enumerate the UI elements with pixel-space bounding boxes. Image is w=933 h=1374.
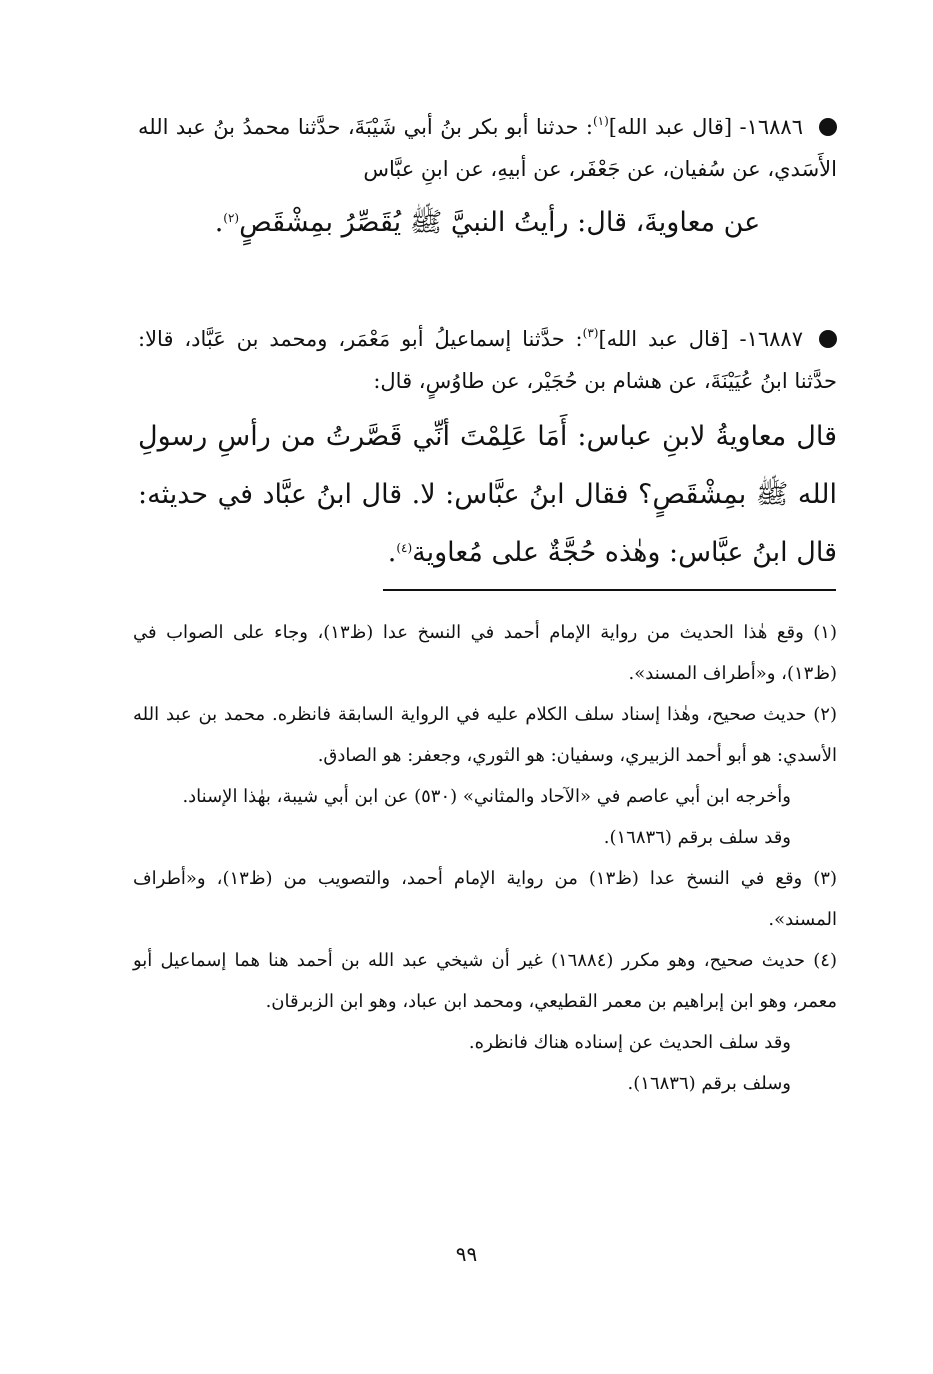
hadith-16886	[138, 106, 837, 252]
matn-end: .	[214, 207, 224, 238]
footnote-ref: (٣)	[582, 326, 599, 340]
footnote-3: (٣) وقع في النسخ عدا (ظ١٣) من رواية الإمام أحمد، والتصويب من (ظ١٣)، و«أطراف المسند».	[133, 868, 837, 930]
hadith-isnad	[138, 318, 837, 402]
hadith-16887	[138, 318, 837, 582]
matn-text: قال معاويةُ لابنِ عباس: أَمَا عَلِمْتَ أنِّي قَصَّرتُ من رأسِ رسولِ الله ﷺ بمِشْقَصٍ؟ فقال ابنُ عبَّاس: لا. قال ابنُ عبَّاد في حديثه: قال ابنُ عبَّاس: وهٰذه حُجَّةٌ على مُعاوية	[138, 421, 837, 568]
page-number: ٩٩	[455, 1242, 478, 1266]
hadith-number: ١٦٨٨٦- [قال عبد الله]	[608, 115, 803, 139]
footnote-2-continuation: وأخرجه ابن أبي عاصم في «الآحاد والمثاني» (٥٣٠) عن ابن أبي شيبة، بهٰذا الإسناد.	[182, 786, 791, 807]
footnote-ref: (١)	[592, 114, 609, 128]
footnote-4-continuation: وسلف برقم (١٦٨٣٦).	[627, 1073, 791, 1094]
footnote-ref: (٢)	[223, 211, 240, 225]
hadith-matn	[138, 194, 837, 252]
hadith-matn	[138, 408, 837, 582]
footnote-1: (١) وقع هٰذا الحديث من رواية الإمام أحمد في النسخ عدا (ظ١٣)، وجاء على الصواب في (ظ١٣)، و«أطراف المسند».	[133, 622, 837, 684]
footnotes	[133, 612, 837, 1104]
footnote-ref: (٤)	[396, 541, 413, 555]
footnote-2-continuation: وقد سلف برقم (١٦٨٣٦).	[603, 827, 791, 848]
bullet-icon	[819, 330, 837, 348]
hadith-isnad	[138, 106, 837, 190]
isnad-text: : حدثنا أبو بكر بنُ أبي شَيْبَةَ، حدَّثنا محمدُ بنُ عبد الله الأَسَدي، عن سُفيان، عن جَعْفَر، عن أبيهِ، عن ابنِ عبَّاس	[138, 115, 837, 181]
matn-text: عن معاويةَ، قال: رأيتُ النبيَّ ﷺ يُقَصِّرُ بمِشْقَصٍ	[239, 207, 761, 238]
bullet-icon	[819, 118, 837, 136]
footnote-4-continuation: وقد سلف الحديث عن إسناده هناك فانظره.	[468, 1032, 791, 1053]
footnote-4: (٤) حديث صحيح، وهو مكرر (١٦٨٨٤) غير أن شيخي عبد الله بن أحمد هنا هما إسماعيل أبو معمر، وهو ابن إبراهيم بن معمر القطيعي، ومحمد ابن عباد، وهو ابن الزبرقان.	[133, 950, 837, 1012]
footnote-separator	[383, 589, 836, 591]
footnote-2: (٢) حديث صحيح، وهٰذا إسناد سلف الكلام عليه في الرواية السابقة فانظره. محمد بن عبد الله الأسدي: هو أبو أحمد الزبيري، وسفيان: هو الثوري، وجعفر: هو الصادق.	[133, 704, 837, 766]
matn-end: .	[387, 537, 397, 568]
isnad-text: : حدَّثنا إسماعيلُ أبو مَعْمَر، ومحمد بن عَبَّاد، قالا: حدَّثنا ابنُ عُيَيْنَةَ، عن هشام بن حُجَيْر، عن طاوُسٍ، قال:	[138, 327, 837, 393]
hadith-number: ١٦٨٨٧- [قال عبد الله]	[598, 327, 803, 351]
